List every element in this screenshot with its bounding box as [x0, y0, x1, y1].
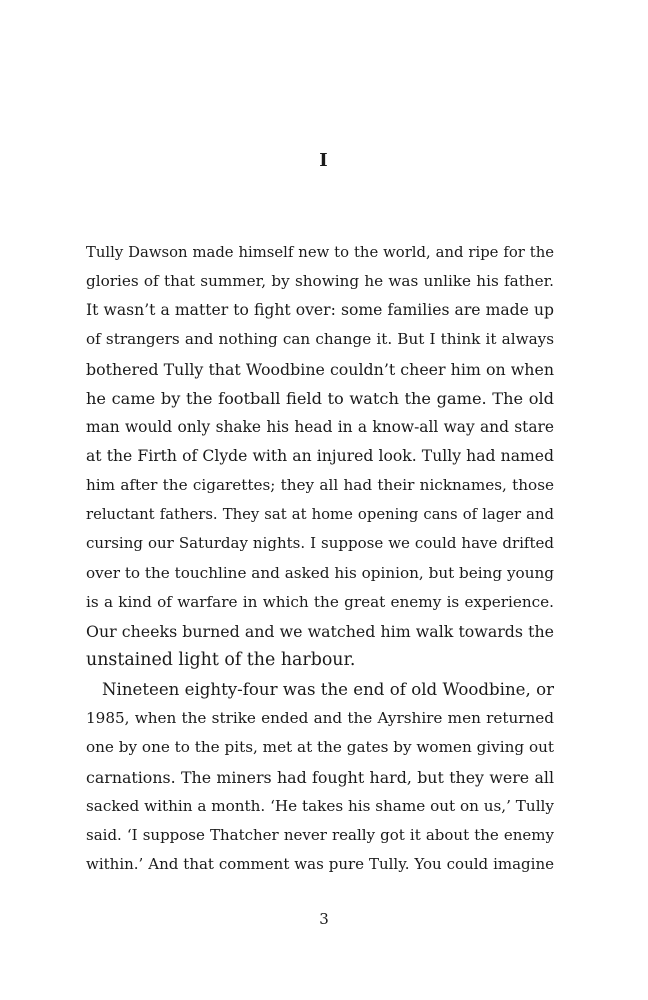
text-line: glories of that summer, by showing he was unlike his father.: [86, 272, 554, 291]
text-line: carnations. The miners had fought hard, but they were all: [86, 767, 554, 787]
text-line: within.’ And that comment was pure Tully. You could imagine: [86, 854, 554, 873]
text-line: 1985, when the strike ended and the Ayrshire men returned: [86, 709, 554, 728]
page-number: 3: [319, 910, 329, 928]
text-line: Our cheeks burned and we watched him walk towards the: [86, 621, 554, 641]
text-line: man would only shake his head in a know-all way and stare: [86, 417, 554, 436]
text-line: at the Firth of Clyde with an injured look. Tully had named: [86, 446, 554, 465]
text-line: reluctant fathers. They sat at home opening cans of lager and: [86, 506, 554, 524]
text-line: Nineteen eighty-four was the end of old Woodbine, or: [102, 680, 554, 700]
text-line: of strangers and nothing can change it. But I think it always: [86, 330, 554, 349]
text-line: is a kind of warfare in which the great enemy is experience.: [86, 592, 554, 611]
text-line: said. ‘I suppose Thatcher never really got it about the enemy: [86, 825, 554, 844]
text-line: one by one to the pits, met at the gates by women giving out: [86, 738, 554, 757]
text-line: over to the touchline and asked his opinion, but being young: [86, 563, 554, 582]
text-line: It wasn’t a matter to fight over: some families are made up: [86, 301, 554, 320]
chapter-number: I: [319, 150, 329, 171]
text-line: Tully Dawson made himself new to the world, and ripe for the: [86, 244, 554, 261]
text-line: bothered Tully that Woodbine couldn’t cheer him on when: [86, 359, 554, 379]
text-line: he came by the football field to watch the game. The old: [86, 388, 554, 408]
paragraph-1: [86, 238, 554, 675]
text-line: cursing our Saturday nights. I suppose we could have drifted: [86, 534, 554, 553]
text-line: unstained light of the harbour.: [86, 649, 356, 670]
text-line: him after the cigarettes; they all had their nicknames, those: [86, 476, 554, 495]
paragraph-2: [86, 675, 554, 879]
body-text: [86, 238, 554, 879]
text-line: sacked within a month. ‘He takes his shame out on us,’ Tully: [86, 796, 554, 815]
